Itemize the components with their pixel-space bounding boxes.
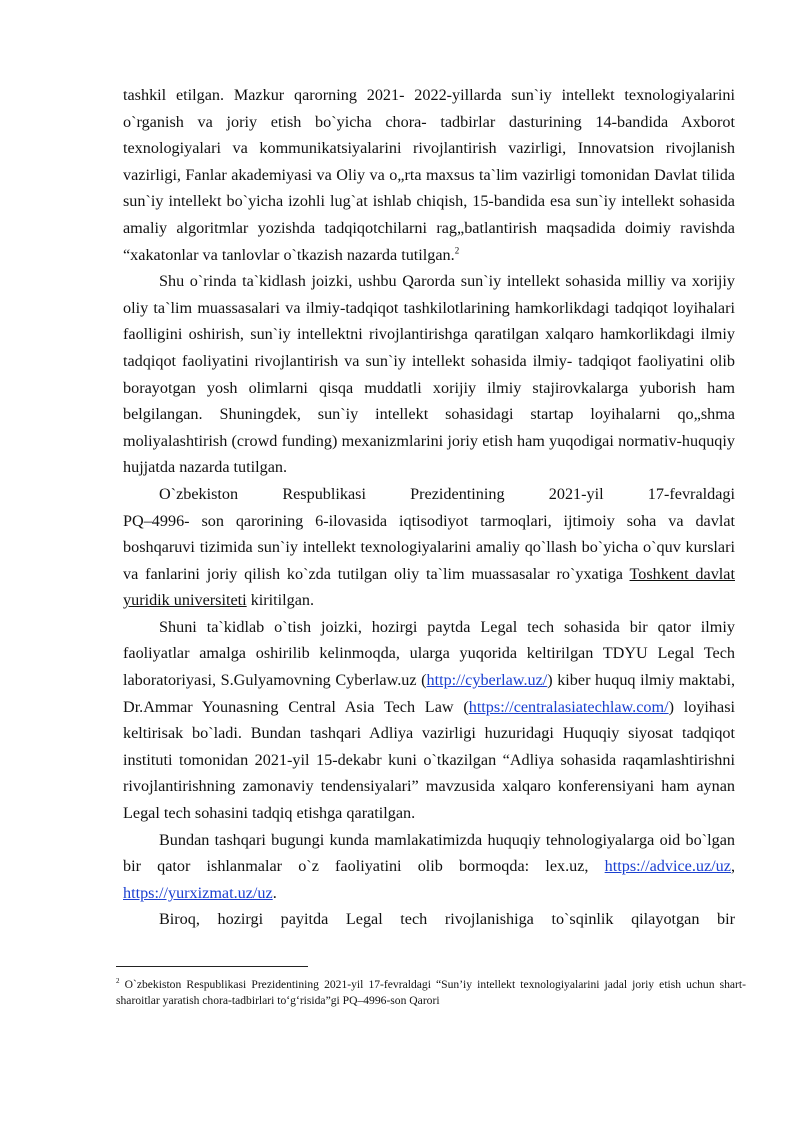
underlined-phrase-2: yuridik universiteti [123, 591, 247, 610]
paragraph-1 [123, 82, 735, 268]
paragraph-4-part-b: ) kiber huquq ilmiy maktabi, Dr.Ammar Younasning Central Asia Tech Law ( [123, 671, 735, 716]
paragraph-4-part-c: ) loyihasi keltirisak bo`ladi. Bundan tashqari Adliya vazirligi huzuridagi Huquqiy siyosat tadqiqot instituti tomonidan 2021-yil 15-dekabr kuni o`tkazilgan “Adliya sohasida raqamlashtirishni rivojlantirishning zamonaviy tendensiyalari” mavzusida xalqaro konferensiyani ham aynan Legal tech sohasini tadqiq etishga qaratilgan. [123, 697, 735, 823]
yurxizmat-link[interactable]: https://yurxizmat.uz/uz [123, 883, 273, 902]
document-body [123, 82, 735, 933]
underlined-phrase-1: Toshkent davlat [629, 564, 735, 583]
advice-link[interactable]: https://advice.uz/uz [604, 857, 731, 876]
footnote [116, 977, 746, 1009]
footnote-separator [116, 966, 308, 967]
paragraph-3-tail: kiritilgan. [250, 591, 315, 610]
paragraph-1-text: tashkil etilgan. Mazkur qarorning 2021- 2022-yillarda sun`iy intellekt texnologiyalarini o`rganish va joriy etish bo`yicha chora- tadbirlar dasturining 14-bandida Axborot texnologiyalari va kommunikatsiyalarini rivojlantirish vazirligi, Innovatsion rivojlanish vazirligi, Fanlar akademiyasi va Oliy va o„rta maxsus ta`lim vazirligi tomonidan Davlat tilida sun`iy intellekt bo`yicha izohli lug`at ishlab chiqish, 15-bandida esa sun`iy intellekt sohasida amaliy algoritmlar yozishda tadqiqotchilarni rag„batlantirish maqsadida doimiy ravishda “xakatonlar va tanlovlar o`tkazish nazarda tutilgan. [123, 86, 735, 264]
cyberlaw-link[interactable]: http://cyberlaw.uz/ [426, 671, 548, 690]
paragraph-6: Biroq, hozirgi payitda Legal tech rivojlanishiga to`sqinlik qilayotgan bir [159, 910, 735, 929]
paragraph-4 [123, 614, 735, 827]
footnote-text: O`zbekiston Respublikasi Prezidentining 2021-yil 17-fevraldagi “Sun’iy intellekt texnologiyalarini jadal joriy etish uchun shart-sharoitlar yaratish chora-tadbirlari to‘g‘risida”gi PQ–4996-son Qarori [116, 978, 747, 1007]
link-separator: , [730, 857, 736, 876]
centralasiatechlaw-link[interactable]: https://centralasiatechlaw.com/ [468, 697, 669, 716]
paragraph-3 [123, 508, 735, 614]
paragraph-5-end: . [272, 883, 277, 902]
paragraph-5 [123, 827, 735, 907]
footnote-reference[interactable]: 2 [454, 245, 460, 256]
footnote-marker: 2 [116, 977, 120, 986]
paragraph-3-first-line: O`zbekiston Respublikasi Prezidentining 2021-yil 17-fevraldagi [159, 484, 735, 503]
paragraph-2: Shu o`rinda ta`kidlash joizki, ushbu Qarorda sun`iy intellekt sohasida milliy va xorijiy oliy ta`lim muassasalari va ilmiy-tadqiqot tashkilotlarining hamkorlikdagi tadqiqot loyihalari faolligini oshirish, sun`iy intellektni rivojlantirishga qaratilgan xalqaro hamkorlikdagi ilmiy tadqiqot faoliyatini rivojlantirish va sun`iy intellekt sohasida ilmiy- tadqiqot faoliyatini olib borayotgan yosh olimlarni qisqa muddatli xorijiy ilmiy stajirovkalarga yuborish ham belgilangan. Shuningdek, sun`iy intellekt sohasidagi startap loyihalarni qo„shma moliyalashtirish (crowd funding) mexanizmlarini joriy etish ham yuqodigai normativ-huquqiy hujjatda nazarda tutilgan. [123, 272, 735, 477]
paragraph-4-part-a: Shuni ta`kidlab o`tish joizki, hozirgi paytda Legal tech sohasida bir qator ilmiy faoliyatlar amalga oshirilib kelinmoqda, ularga yuqorida keltirilgan TDYU Legal Tech laboratoriyasi, S.Gulyamovning Cyberlaw.uz ( [123, 617, 735, 690]
paragraph-5-text: Bundan tashqari bugungi kunda mamlakatimizda huquqiy tehnologiyalarga oid bo`lgan bir qator ishlanmalar o`z faoliyatini olib bormoqda: lex.uz, [123, 830, 735, 876]
paragraph-3-text: PQ–4996- son qarorining 6-ilovasida iqtisodiyot tarmoqlari, ijtimoiy soha va davlat boshqaruvi tizimida sun`iy intellekt texnologiyalarini amaliy qo`llash bo`yicha o`quv kurslari va fanlarini joriy qilish ko`zda tutilgan oliy ta`lim muassasalar ro`yxatiga [123, 511, 735, 583]
